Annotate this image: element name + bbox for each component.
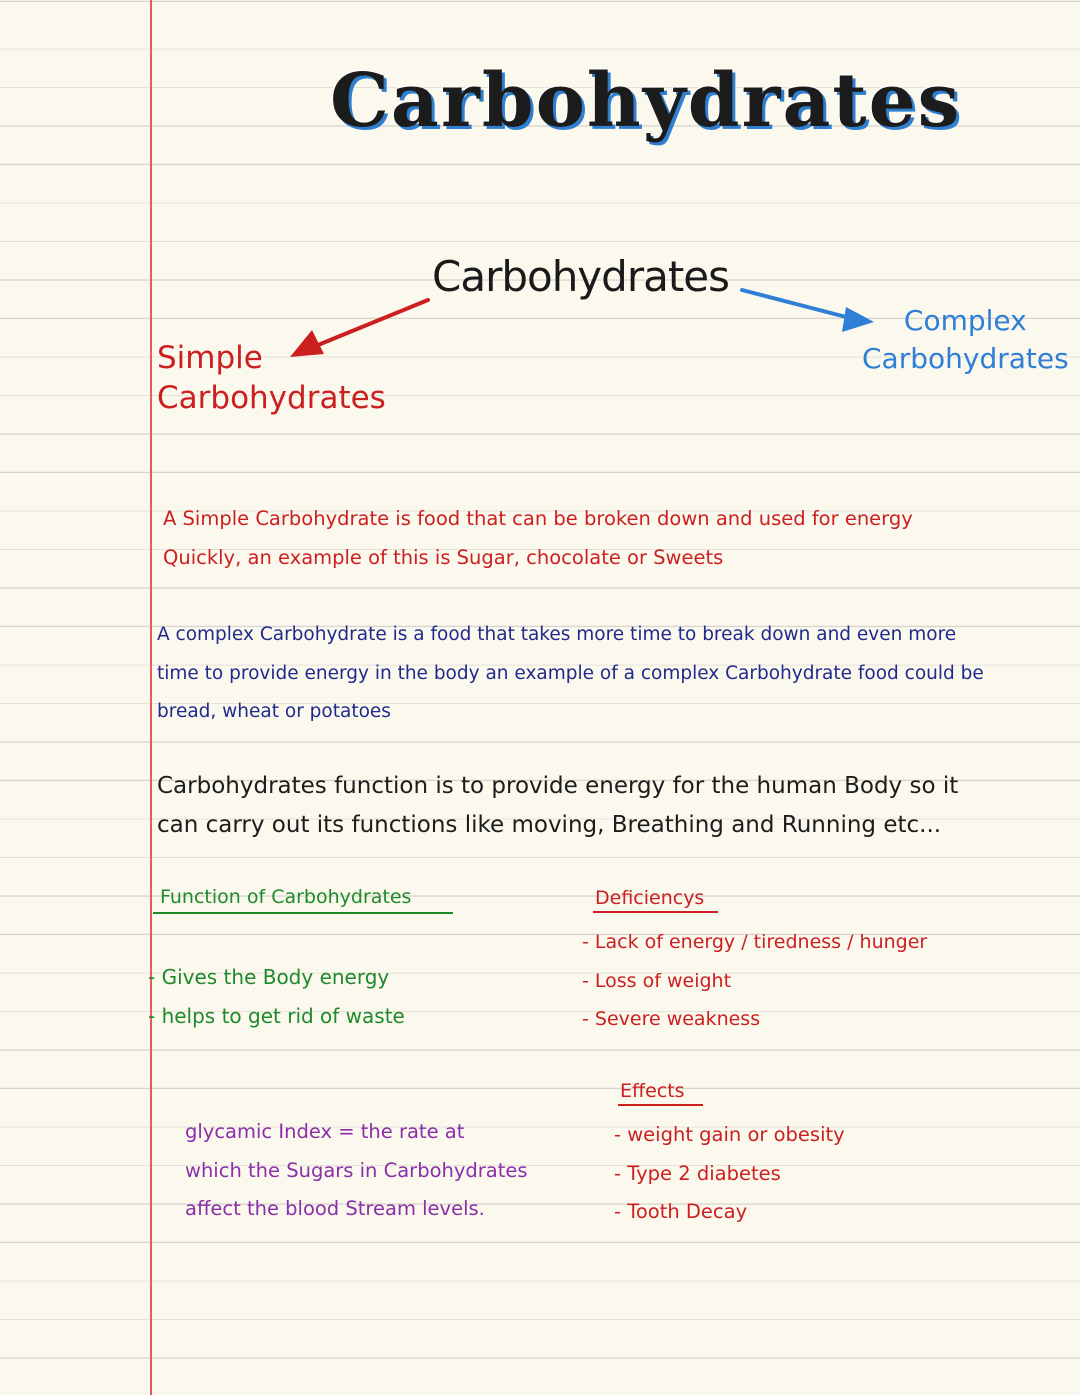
simple-carbohydrate-paragraph: A Simple Carbohydrate is food that can be broken down and used for energy Quickly, an example of this is Sugar, chocolate or Sweets bbox=[163, 507, 913, 569]
diagram-center-label: Carbohydrates bbox=[432, 252, 730, 301]
simple-carbohydrates-label: Simple Carbohydrates bbox=[157, 340, 386, 416]
list-item: - Severe weakness bbox=[582, 1008, 761, 1030]
effects-heading-underline bbox=[618, 1104, 703, 1106]
list-item: - Gives the Body energy bbox=[148, 965, 390, 989]
function-paragraph: Carbohydrates function is to provide energy for the human Body so it can carry out its functions like moving, Breathing and Running etc... bbox=[157, 773, 959, 838]
list-item: - Loss of weight bbox=[582, 969, 732, 992]
list-item: - Type 2 diabetes bbox=[614, 1161, 781, 1185]
list-item: - Lack of energy / tiredness / hunger bbox=[582, 931, 928, 953]
list-item: - helps to get rid of waste bbox=[148, 1003, 405, 1028]
complex-carbohydrates-label: Complex Carbohydrates bbox=[862, 304, 1069, 375]
functions-list bbox=[148, 958, 405, 1035]
functions-heading: Function of Carbohydrates bbox=[160, 886, 412, 908]
list-item: - weight gain or obesity bbox=[614, 1123, 845, 1146]
effects-list bbox=[614, 1116, 845, 1232]
deficiencies-heading: Deficiencys bbox=[595, 887, 705, 909]
complex-carbohydrate-paragraph: A complex Carbohydrate is a food that takes more time to break down and even more time to provide energy in the body an example of a complex Carbohydrate food could be bread, wheat or potatoes bbox=[157, 624, 984, 722]
list-item: - Tooth Decay bbox=[614, 1200, 748, 1223]
page-title: Carbohydrates bbox=[330, 58, 962, 144]
deficiencies-heading-underline bbox=[593, 911, 718, 913]
effects-heading: Effects bbox=[620, 1080, 685, 1102]
glycaemic-index-note: glycamic Index = the rate at which the Sugars in Carbohydrates affect the blood Stream levels. bbox=[185, 1120, 528, 1220]
deficiencies-list bbox=[582, 923, 927, 1039]
arrow-to-complex bbox=[742, 290, 850, 318]
functions-heading-underline bbox=[153, 912, 453, 914]
